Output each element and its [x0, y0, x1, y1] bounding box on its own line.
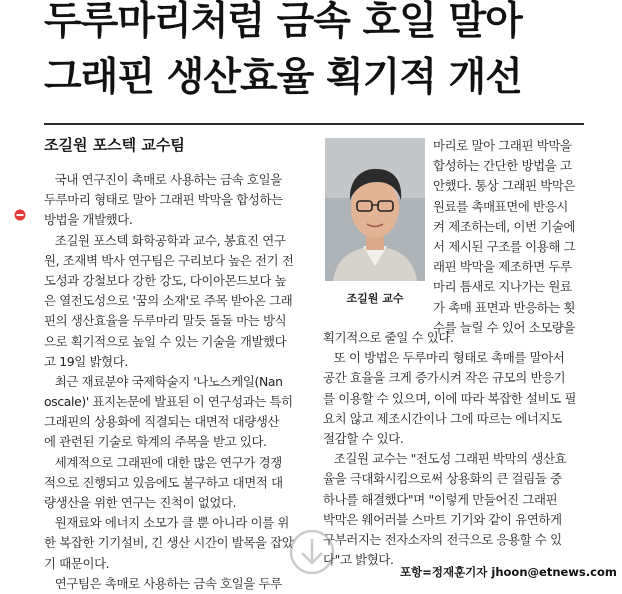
article-line: 획기적으로 줄일 수 있다. [323, 330, 454, 345]
portrait-image [325, 138, 425, 281]
article-line: 구부러지는 전자소자의 전극으로 응용할 수 있 [323, 531, 562, 547]
article-line: 고 19일 밝혔다. [44, 353, 128, 369]
article-line: 조길원 교수는 "전도성 그래핀 박막의 생산효 [323, 451, 567, 467]
byline: 조길원 포스텍 교수팀 [44, 136, 185, 154]
article-line: 도성과 강철보다 강한 강도, 다이아몬드보다 높 [44, 272, 287, 288]
article-line: 안했다. 통상 그래핀 박막은 [433, 178, 576, 194]
article-column-left [44, 170, 306, 594]
minus-circle-icon[interactable] [14, 206, 26, 218]
article-line: 요치 않고 제조시간이나 그에 따르는 에너지도 [323, 410, 562, 426]
article-line: 서 제시된 구조를 이용해 그 [433, 238, 576, 254]
professor-photo [325, 138, 425, 281]
article-line: oscale)' 표지논문에 발표된 이 연구성과는 특히 [44, 394, 293, 410]
reporter-credit: 포항=정재훈기자 jhoon@etnews.com [400, 565, 617, 579]
article-line: 절감할 수 있다. [323, 430, 404, 446]
headline-line-2: 그래핀 생산효율 획기적 개선 [44, 55, 522, 100]
article-line: 수를 늘릴 수 있어 소모량을 [433, 319, 576, 335]
article-line: 으로 획기적으로 높일 수 있는 기술을 개발했다 [44, 333, 287, 349]
article-line: 조길원 포스텍 화학공학과 교수, 봉효진 연구 [44, 232, 286, 248]
article-line: 원, 조재벽 박사 연구팀은 구리보다 높은 전기 전 [44, 252, 294, 268]
article-line: 를 이용할 수 있으며, 이에 따라 복잡한 설비도 필 [323, 390, 577, 406]
article-line: 세계적으로 그래핀에 대한 많은 연구가 경쟁 [44, 454, 282, 470]
photo-caption: 조길원 교수 [346, 292, 404, 305]
article-line: 에 관련된 기술로 학계의 주목을 받고 있다. [44, 434, 267, 450]
article-line: 기 때문이다. [44, 555, 110, 571]
article-line: 원료를 촉매표면에 반응시 [433, 198, 568, 214]
article-column-right-top [433, 136, 585, 338]
article-line: 가 촉매 표면과 반응하는 횟 [433, 299, 576, 315]
article-line: 핀의 생산효율을 두루마리 말듯 돌돌 마는 방식 [44, 313, 287, 329]
article-line: 그래핀의 상용화에 직결되는 대면적 대량생산 [44, 414, 280, 430]
article-column-right-bottom [323, 328, 585, 570]
article-line: 원재료와 에너지 소모가 클 뿐 아니라 이를 위 [44, 515, 290, 531]
article-line: 마리 틈새로 지나가는 원료 [433, 279, 572, 295]
article-line: 연구팀은 촉매로 사용하는 금속 호일을 두루 [44, 575, 282, 591]
article-line: 또 이 방법은 두루마리 형태로 촉매를 말아서 [323, 350, 565, 366]
article-line: 두루마리 형태로 말아 그래핀 박막을 합성하는 [44, 192, 283, 208]
article-line: 켜 제조하는데, 이번 기술에 [433, 218, 576, 234]
article-line: 마리로 말아 그래핀 박막을 [433, 138, 572, 153]
article-line: 하나를 해결했다"며 "이렇게 만들어진 그래핀 [323, 491, 558, 507]
article-line: 적으로 진행되고 있음에도 불구하고 대면적 대 [44, 474, 283, 490]
article-line: 다"고 밝혔다. [323, 552, 394, 568]
article-line: 최근 재료분야 국제학술지 '나노스케일(Nan [44, 373, 283, 389]
article-line: 래핀 박막을 제조하면 두루 [433, 259, 572, 275]
headline-line-1: 두루마리처럼 금속 호일 말아 [44, 0, 522, 44]
article-line: 방법을 개발했다. [44, 212, 133, 228]
article-line: 국내 연구진이 촉매로 사용하는 금속 호일을 [44, 172, 282, 187]
article-line: 한 복잡한 기기설비, 긴 생산 시간이 발목을 잡았 [44, 535, 294, 551]
headline-divider [44, 123, 584, 125]
article-line: 합성하는 간단한 방법을 고 [433, 158, 572, 174]
article-line: 박막은 웨어러블 스마트 기기와 같이 유연하게 [323, 511, 562, 527]
article-line: 공간 효율을 크게 증가시켜 작은 규모의 반응기 [323, 370, 566, 386]
article-line: 은 열전도성으로 '꿈의 소재'로 주목 받아온 그래 [44, 293, 293, 309]
article-line: 율을 극대화시킴으로써 상용화의 큰 걸림돌 중 [323, 471, 562, 487]
article-line: 량생산을 위한 연구는 진척이 없었다. [44, 495, 237, 510]
download-arrow-icon[interactable] [288, 528, 336, 576]
